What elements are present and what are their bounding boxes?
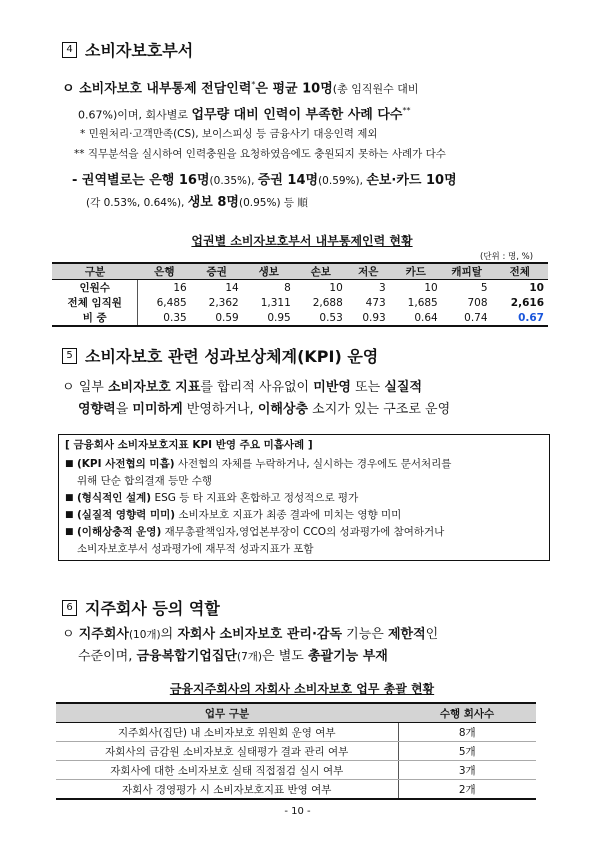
kpi-cases-box [58, 434, 550, 561]
header-cell: 손보 [295, 263, 347, 280]
section-title-text: 소비자보호부서 [85, 41, 194, 60]
table-2-title: 금융지주회사의 자회사 소비자보호 업무 총괄 현황 [169, 682, 435, 696]
list-item: ■ (실질적 영향력 미미) 소비자보호 지표가 최종 결과에 미치는 영향 미미 [65, 507, 543, 524]
table-1-title: 업권별 소비자보호부서 내부통제인력 현황 [191, 234, 413, 248]
table-cell: 자회사 경영평가 시 소비자보호지표 반영 여부 [56, 780, 398, 800]
square-bullet-icon: ■ [65, 527, 74, 537]
header-cell: 증권 [191, 263, 243, 280]
footnote-2: ** 직무분석을 실시하여 인력충원을 요청하였음에도 충원되지 못하는 사례가 다수 [74, 148, 446, 160]
table-row [56, 761, 536, 780]
table-cell: 자회사에 대한 소비자보호 실태 직접점검 실시 여부 [56, 761, 398, 780]
table-cell: 2,688 [312, 296, 343, 309]
table-cell-total-highlight: 0.67 [492, 310, 548, 326]
section-6-title [62, 596, 220, 619]
row-label: 인원수 [52, 280, 138, 296]
table-cell: 8개 [398, 723, 536, 742]
section-4-paragraph-2: - 권역별로는 은행 16명(0.35%), 증권 14명(0.59%), 손보·카드 10명 (각 0.53%, 0.64%), 생보 8명(0.95%) 등 順 [72, 173, 457, 210]
section-number-box: 6 [62, 600, 77, 616]
table-cell: 3개 [398, 761, 536, 780]
square-bullet-icon: ■ [65, 459, 74, 469]
header-cell: 은행 [138, 263, 191, 280]
list-item: ■ (KPI 사전협의 미흡) 사전협의 자체를 누락하거나, 실시하는 경우에도 문서처리를 위해 단순 합의결재 등만 수행 [65, 456, 543, 490]
table-row [52, 310, 548, 326]
table-cell-total: 10 [529, 281, 544, 294]
header-cell: 카드 [390, 263, 442, 280]
table-2 [56, 702, 536, 800]
table-cell: 0.64 [390, 310, 442, 326]
table-cell: 708 [467, 296, 488, 309]
table-row [56, 742, 536, 761]
table-cell: 0.35 [138, 310, 191, 326]
table-cell: 지주회사(집단) 내 소비자보호 위원회 운영 여부 [56, 723, 398, 742]
page-number: - 10 - [284, 806, 311, 817]
table-cell: 10 [329, 281, 343, 294]
table-cell: 1,311 [260, 296, 291, 309]
section-number-box: 5 [62, 348, 77, 364]
header-cell: 구분 [52, 263, 138, 280]
square-bullet-icon: ■ [65, 510, 74, 520]
row-label: 비 중 [52, 310, 138, 326]
section-title-text: 소비자보호 관련 성과보상체계(KPI) 운영 [85, 347, 379, 366]
table-1-unit: (단위 : 명, %) [480, 252, 534, 262]
table-row [52, 280, 548, 296]
table-row [56, 723, 536, 742]
header-cell: 저은 [347, 263, 390, 280]
table-cell: 1,685 [407, 296, 438, 309]
table-cell: 2,362 [208, 296, 239, 309]
list-item: ■ (이해상충적 운영) 재무총괄책임자,영업본부장이 CCO의 성과평가에 참여하거나 소비자보호부서 성과평가에 재무적 성과지표가 포함 [65, 524, 543, 558]
table-1 [52, 262, 548, 327]
row-label: 전체 임직원 [52, 295, 138, 310]
table-cell-total: 2,616 [510, 296, 544, 309]
table-cell: 0.74 [442, 310, 492, 326]
list-item: ■ (형식적인 설계) ESG 등 타 지표와 혼합하고 정성적으로 평가 [65, 490, 543, 507]
table-cell: 자회사의 금감원 소비자보호 실태평가 결과 관리 여부 [56, 742, 398, 761]
header-cell: 수행 회사수 [398, 703, 536, 723]
table-cell: 0.95 [243, 310, 295, 326]
table-cell: 10 [424, 281, 438, 294]
section-5-paragraph: ㅇ 일부 소비자보호 지표를 합리적 사유없이 미반영 또는 실질적 영향력을 미미하게 반영하거나, 이해상충 소지가 있는 구조로 운영 [62, 380, 451, 417]
table-cell: 16 [173, 281, 187, 294]
section-5-title [62, 344, 378, 367]
table-cell: 2개 [398, 780, 536, 800]
table-cell: 8 [284, 281, 291, 294]
table-cell: 5개 [398, 742, 536, 761]
header-cell: 업무 구분 [56, 703, 398, 723]
table-cell: 0.93 [347, 310, 390, 326]
header-cell: 생보 [243, 263, 295, 280]
header-cell: 전체 [492, 263, 548, 280]
section-title-text: 지주회사 등의 역할 [85, 599, 220, 618]
square-bullet-icon: ■ [65, 493, 74, 503]
table-header-row [56, 703, 536, 723]
section-6-paragraph: ㅇ 지주회사(10개)의 자회사 소비자보호 관리·감독 기능은 제한적인 수준이며, 금융복합기업집단(7개)은 별도 총괄기능 부재 [62, 627, 439, 664]
table-cell: 0.59 [191, 310, 243, 326]
table-cell: 473 [365, 296, 386, 309]
table-cell: 5 [480, 281, 488, 294]
table-cell: 0.53 [295, 310, 347, 326]
table-cell: 3 [379, 281, 386, 294]
section-4-paragraph-1: ㅇ 소비자보호 내부통제 전담인력*은 평균 10명(총 임직원수 대비 0.67%)이며, 회사별로 업무량 대비 인력이 부족한 사례 다수** [62, 80, 419, 123]
section-4-title [62, 38, 193, 61]
footnote-1: * 민원처리·고객만족(CS), 보이스피싱 등 금융사기 대응인력 제외 [80, 128, 378, 140]
table-cell: 14 [225, 281, 239, 294]
box-title: [ 금융회사 소비자보호지표 KPI 반영 주요 미흡사례 ] [65, 439, 313, 451]
table-row [52, 295, 548, 310]
table-header-row [52, 263, 548, 280]
section-number-box: 4 [62, 42, 77, 58]
table-row [56, 780, 536, 800]
header-cell: 캐피탈 [442, 263, 492, 280]
table-cell: 6,485 [156, 296, 187, 309]
